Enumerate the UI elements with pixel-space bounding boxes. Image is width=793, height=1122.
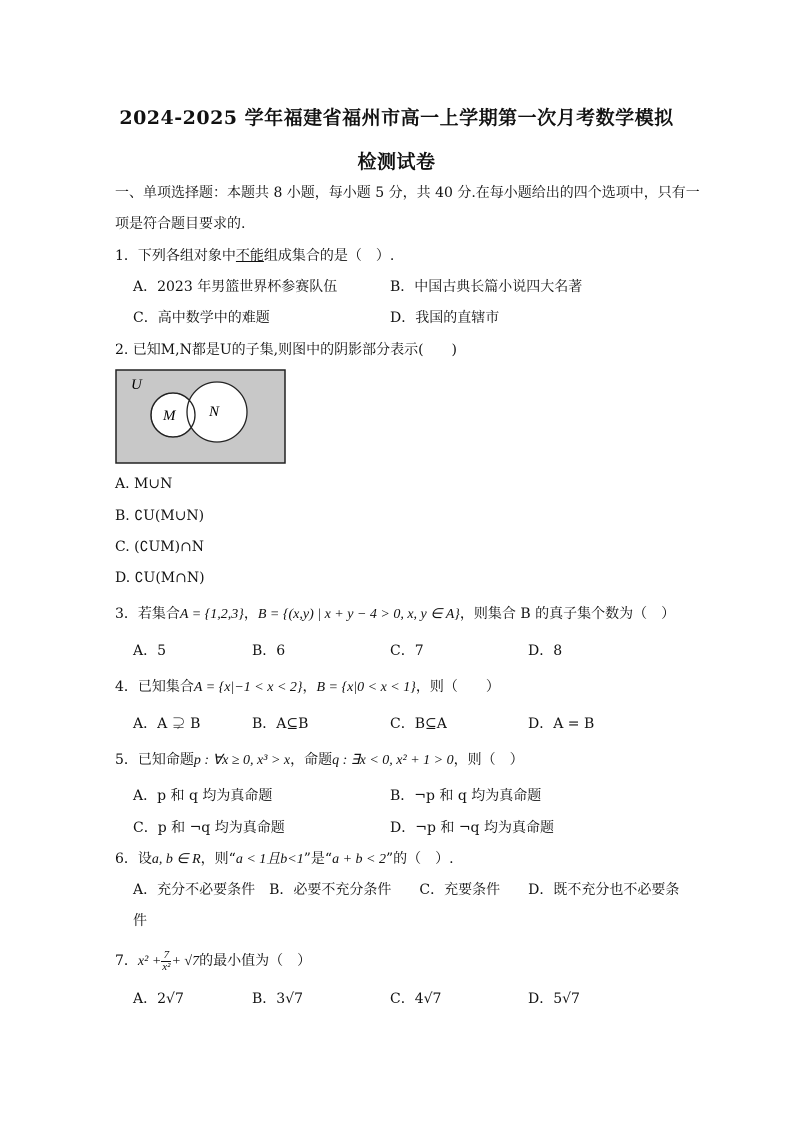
q1-option-a: A．2023 年男篮世界杯参赛队伍 bbox=[133, 279, 338, 295]
question-7-stem bbox=[115, 948, 311, 975]
venn-diagram bbox=[115, 369, 286, 464]
q4-option-a: A．A ⊋ B bbox=[133, 716, 201, 732]
q4-suffix: ，则（ ） bbox=[415, 679, 500, 695]
q1-option-b: B．中国古典长篇小说四大名著 bbox=[390, 279, 583, 295]
q3-option-c: C．7 bbox=[390, 643, 424, 659]
q6-prefix: 6．设 bbox=[115, 851, 152, 867]
exam-title-line2: 检测试卷 bbox=[357, 151, 436, 173]
q2-option-a: A. M∪N bbox=[115, 476, 173, 492]
q3-sep: ， bbox=[243, 606, 258, 622]
q2-option-b: B. ∁U(M∪N) bbox=[115, 508, 205, 524]
q6-ab: a, b ∈ R bbox=[151, 852, 201, 867]
q5-proposition-q: q : ∃x < 0, x² + 1 > 0 bbox=[332, 753, 454, 768]
q4-option-c: C．B⊆A bbox=[390, 716, 447, 732]
q7-option-a: A．2√7 bbox=[133, 991, 184, 1007]
q7-suffix: 的最小值为（ ） bbox=[199, 953, 312, 969]
question-3-stem bbox=[115, 604, 675, 625]
q1-option-c: C．高中数学中的难题 bbox=[133, 310, 270, 326]
q6-mid1: ，则“ bbox=[200, 851, 236, 867]
q6-cond1: a < 1且b<1 bbox=[235, 852, 304, 867]
q7-expr-b: + √7 bbox=[171, 954, 200, 969]
question-4-stem bbox=[115, 677, 500, 698]
q4-option-d: D．A = B bbox=[528, 716, 595, 732]
venn-label-m: M bbox=[163, 408, 176, 424]
q1-suffix: 组成集合的是（ ）. bbox=[263, 248, 395, 264]
venn-label-n: N bbox=[209, 404, 220, 420]
q6-cond2: a + b < 2 bbox=[332, 852, 386, 867]
q1-option-d: D．我国的直辖市 bbox=[390, 310, 500, 326]
q5-option-c: C．p 和 ¬q 均为真命题 bbox=[133, 820, 285, 836]
q2-option-d: D. ∁U(M∩N) bbox=[115, 570, 205, 586]
q3-set-b: B = {(x,y) | x + y − 4 > 0, x, y ∈ A} bbox=[257, 607, 460, 622]
q7-option-d: D．5√7 bbox=[528, 991, 580, 1007]
q4-set-b: B = {x|0 < x < 1} bbox=[316, 680, 416, 695]
q3-option-a: A．5 bbox=[133, 643, 167, 659]
q7-frac-den: x² bbox=[162, 960, 171, 973]
q7-option-c: C．4√7 bbox=[390, 991, 442, 1007]
q5-option-b: B．¬p 和 q 均为真命题 bbox=[390, 788, 542, 804]
q5-option-d: D．¬p 和 ¬q 均为真命题 bbox=[390, 820, 554, 836]
question-1-stem bbox=[115, 246, 394, 266]
q5-prefix: 5．已知命题 bbox=[115, 752, 194, 768]
venn-label-u: U bbox=[131, 377, 142, 393]
q6-mid2: ”是“ bbox=[303, 851, 333, 867]
q5-suffix: ，则（ ） bbox=[453, 752, 524, 768]
q7-frac-num: 7 bbox=[161, 950, 171, 962]
q4-option-b: B．A⊆B bbox=[252, 716, 309, 732]
q6-options-wrap: 件 bbox=[133, 913, 147, 929]
q4-set-a: A = {x|−1 < x < 2} bbox=[193, 680, 303, 695]
q7-fraction bbox=[161, 950, 171, 973]
q3-suffix: ，则集合 B 的真子集个数为（ ） bbox=[459, 606, 676, 622]
q7-option-b: B．3√7 bbox=[252, 991, 304, 1007]
q1-prefix: 1．下列各组对象中 bbox=[115, 248, 236, 264]
question-5-stem bbox=[115, 750, 524, 771]
exam-title-line1: 2024-2025 学年福建省福州市高一上学期第一次月考数学模拟 bbox=[119, 107, 674, 129]
q2-option-c: C. (∁UM)∩N bbox=[115, 539, 205, 555]
q6-suffix: ”的（ ）. bbox=[385, 851, 454, 867]
question-2-stem: 2. 已知M,N都是U的子集,则图中的阴影部分表示( ) bbox=[115, 342, 458, 358]
q6-options-line: A．充分不必要条件 B．必要不充分条件 C．充要条件 D．既不充分也不必要条 bbox=[133, 882, 680, 898]
q1-underlined: 不能 bbox=[235, 248, 264, 264]
q5-mid: ，命题 bbox=[290, 752, 333, 768]
q7-expr-a: x² + bbox=[137, 954, 162, 969]
q5-proposition-p: p : ∀x ≥ 0, x³ > x bbox=[193, 753, 291, 768]
q3-option-d: D．8 bbox=[528, 643, 563, 659]
q3-set-a: A = {1,2,3} bbox=[179, 607, 244, 622]
q4-prefix: 4．已知集合 bbox=[115, 679, 194, 695]
q3-option-b: B．6 bbox=[252, 643, 286, 659]
q5-option-a: A．p 和 q 均为真命题 bbox=[133, 788, 273, 804]
question-6-stem bbox=[115, 849, 454, 870]
q3-prefix: 3．若集合 bbox=[115, 606, 180, 622]
section-heading-line1: 一、单项选择题：本题共 8 小题，每小题 5 分，共 40 分.在每小题给出的四个选项中，只有一 bbox=[115, 185, 700, 201]
q4-sep: ， bbox=[302, 679, 317, 695]
q7-prefix: 7． bbox=[115, 953, 138, 969]
section-heading-line2: 项是符合题目要求的. bbox=[115, 216, 246, 232]
